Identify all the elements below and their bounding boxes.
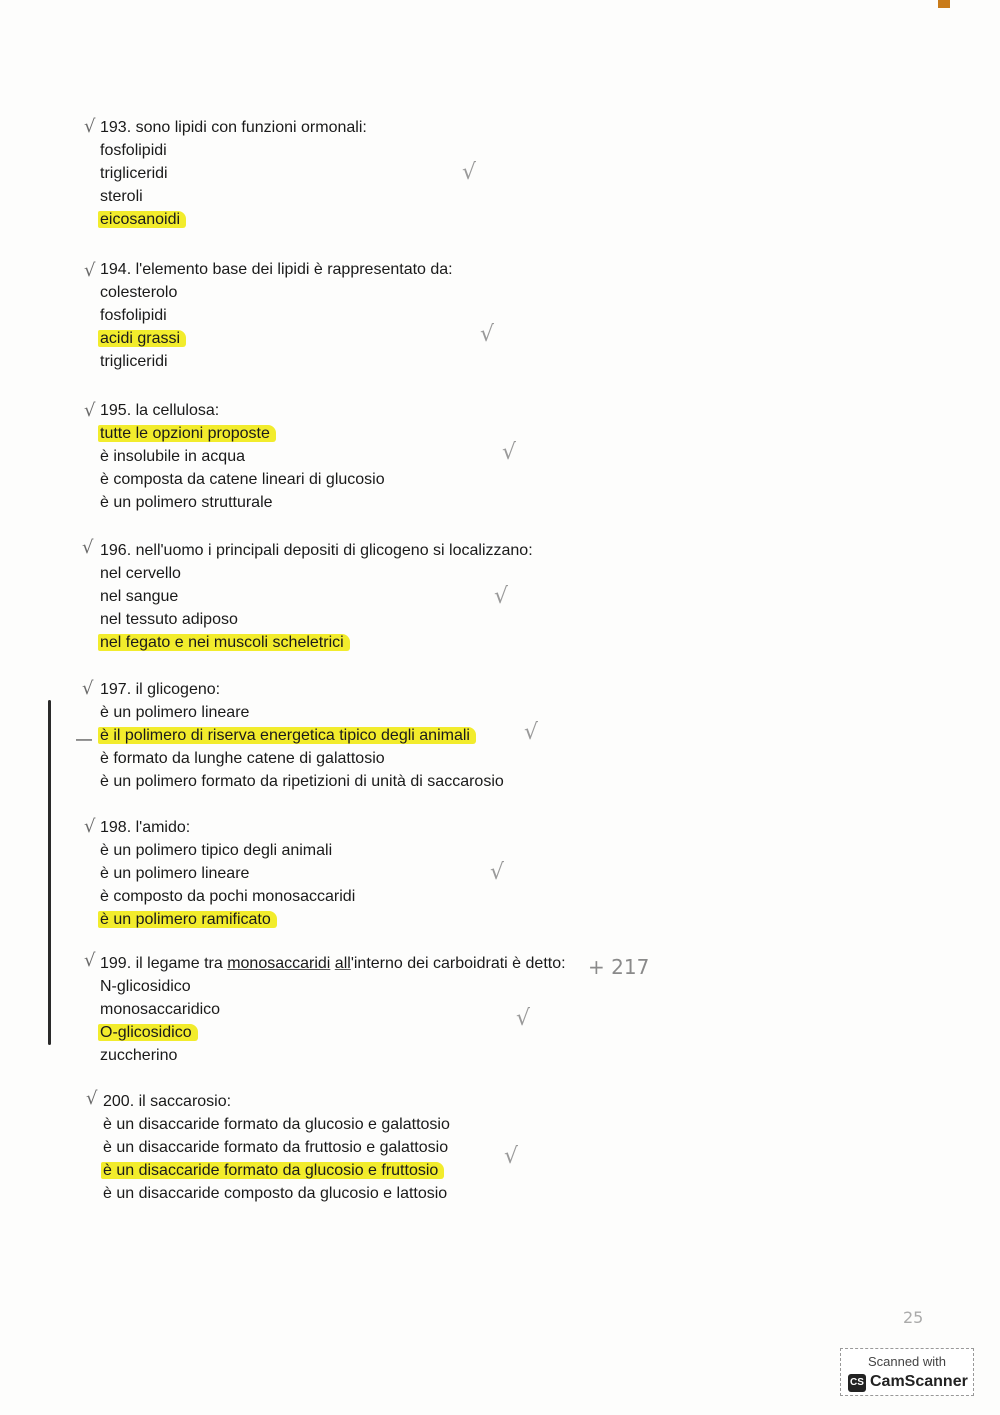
option: è un polimero lineare [100, 865, 250, 882]
option: steroli [100, 188, 143, 205]
option: è un disaccaride composto da glucosio e lattosio [103, 1185, 448, 1202]
question-200 [103, 1090, 450, 1205]
question-title: 193. sono lipidi con funzioni ormonali: [100, 119, 367, 136]
option: nel sangue [100, 588, 179, 605]
question-193 [100, 116, 367, 231]
check-mark-icon: √ [480, 322, 495, 347]
check-mark-icon: √ [84, 400, 96, 421]
question-title: 196. nell'uomo i principali depositi di glicogeno si localizzano: [100, 542, 533, 559]
check-mark-icon: √ [82, 678, 94, 699]
page-number: 25 [903, 1308, 924, 1327]
option: è un polimero strutturale [100, 494, 273, 511]
watermark-brand: CamScanner [870, 1373, 968, 1390]
option: colesterolo [100, 284, 178, 301]
check-mark-icon: √ [504, 1144, 519, 1169]
check-mark-icon: √ [86, 1088, 98, 1109]
option-answer-highlighted: nel fegato e nei muscoli scheletrici [98, 634, 350, 651]
option: nel tessuto adiposo [100, 611, 238, 628]
option-answer-highlighted: eicosanoidi [98, 211, 186, 228]
option: zuccherino [100, 1047, 178, 1064]
option: è insolubile in acqua [100, 448, 245, 465]
question-title: 194. l'elemento base dei lipidi è rappresentato da: [100, 261, 453, 278]
option-answer-highlighted: tutte le opzioni proposte [98, 425, 276, 442]
question-197 [100, 678, 504, 793]
question-195 [100, 399, 385, 514]
option: è composta da catene lineari di glucosio [100, 471, 385, 488]
option: N-glicosidico [100, 978, 191, 995]
check-mark-icon: √ [84, 950, 96, 971]
camscanner-watermark [840, 1348, 974, 1396]
check-mark-icon: √ [502, 440, 517, 465]
option: monosaccaridico [100, 1001, 221, 1018]
margin-line [48, 700, 51, 1045]
check-mark-icon: √ [494, 584, 509, 609]
check-mark-icon: √ [462, 160, 477, 185]
option-answer-highlighted: è un disaccaride formato da glucosio e fruttosio [101, 1162, 444, 1179]
check-mark-icon: √ [524, 720, 539, 745]
watermark-caption: Scanned with [867, 1354, 947, 1369]
check-mark-icon: √ [84, 816, 96, 837]
camscanner-logo-icon: CS [848, 1374, 866, 1392]
option: è formato da lunghe catene di galattosio [100, 750, 385, 767]
option: è composto da pochi monosaccaridi [100, 888, 356, 905]
option: è un disaccaride formato da glucosio e galattosio [103, 1116, 450, 1133]
option: è un polimero tipico degli animali [100, 842, 333, 859]
question-title: 199. il legame tra monosaccaridi all'interno dei carboidrati è detto: [100, 955, 566, 972]
check-mark-icon: √ [516, 1006, 531, 1031]
option: trigliceridi [100, 165, 168, 182]
check-mark-icon: √ [84, 116, 96, 137]
question-194 [100, 258, 453, 373]
question-title: 195. la cellulosa: [100, 402, 220, 419]
question-198 [100, 816, 355, 931]
question-title: 198. l'amido: [100, 819, 191, 836]
question-199 [100, 952, 566, 1067]
option: trigliceridi [100, 353, 168, 370]
option: fosfolipidi [100, 142, 167, 159]
question-196 [100, 539, 533, 654]
option-answer-highlighted: è un polimero ramificato [98, 911, 277, 928]
corner-mark [938, 0, 950, 8]
option: è un polimero formato da ripetizioni di unità di saccarosio [100, 773, 504, 790]
question-title: 197. il glicogeno: [100, 681, 221, 698]
option-answer-highlighted: è il polimero di riserva energetica tipico degli animali [98, 727, 476, 744]
margin-arrow-icon: — [76, 731, 92, 748]
check-mark-icon: √ [84, 260, 96, 281]
option: è un polimero lineare [100, 704, 250, 721]
option-answer-highlighted: O-glicosidico [98, 1024, 198, 1041]
option: è un disaccaride formato da fruttosio e galattosio [103, 1139, 449, 1156]
check-mark-icon: √ [82, 537, 94, 558]
option-answer-highlighted: acidi grassi [98, 330, 186, 347]
option: fosfolipidi [100, 307, 167, 324]
question-title: 200. il saccarosio: [103, 1093, 232, 1110]
check-mark-icon: √ [490, 860, 505, 885]
option: nel cervello [100, 565, 181, 582]
handwritten-note: + 217 [588, 955, 650, 979]
